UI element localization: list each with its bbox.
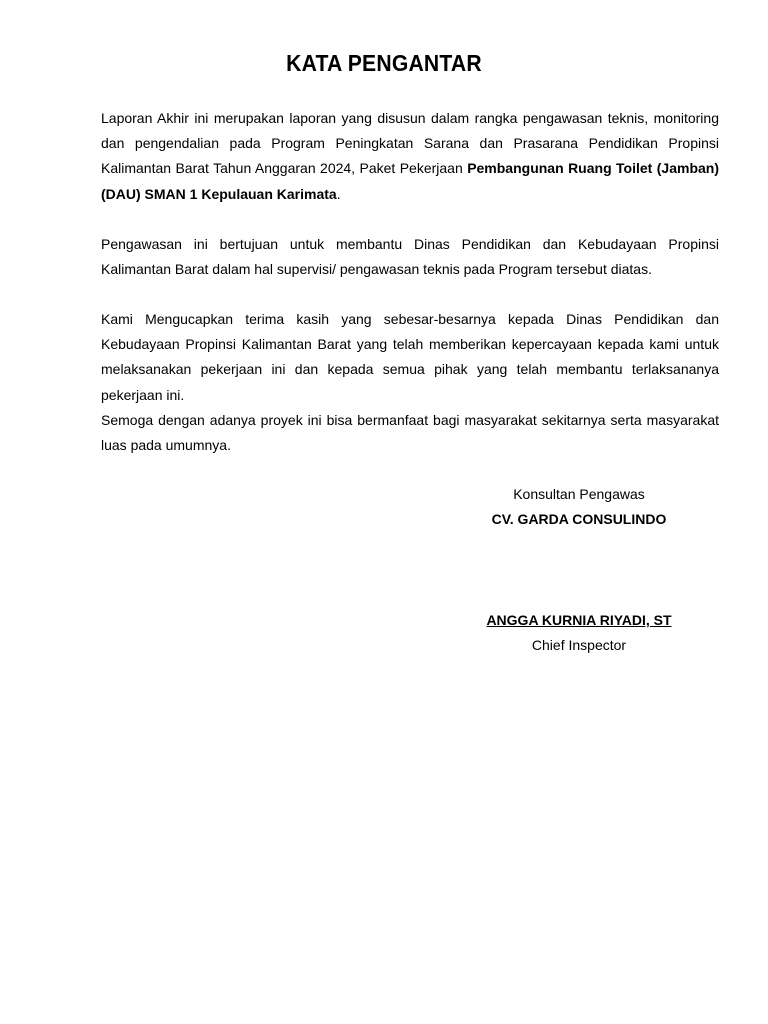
paragraph-intro-text: Laporan Akhir ini merupakan laporan yang disusun dalam rangka pengawasan teknis, monitoring dan pengendalian pada Program Peningkatan Sarana dan Prasarana Pendidikan Propinsi Kalimantan Barat Tahun Anggaran 2024, Paket Pekerjaan xyxy=(101,110,719,177)
signature-company: CV. GARDA CONSULINDO xyxy=(491,511,667,527)
signature-role: Konsultan Pengawas xyxy=(513,486,645,502)
paragraph-closing: Semoga dengan adanya proyek ini bisa bermanfaat bagi masyarakat sekitarnya serta masyarakat luas pada umumnya. xyxy=(101,412,719,454)
page-title: KATA PENGANTAR xyxy=(286,50,482,76)
signature-name: ANGGA KURNIA RIYADI, ST xyxy=(486,612,672,628)
paragraph-thanks: Kami Mengucapkan terima kasih yang sebesar-besarnya kepada Dinas Pendidikan dan Kebudayaan Propinsi Kalimantan Barat yang telah memberikan kepercayaan kepada kami untuk melaksanakan pekerjaan ini dan kepada semua pihak yang telah membantu terlaksananya pekerjaan ini. xyxy=(101,311,719,403)
signature-position: Chief Inspector xyxy=(531,637,627,653)
paragraph-intro-end: . xyxy=(336,185,341,202)
paragraph-intro xyxy=(101,106,719,207)
project-name: Pembangunan Ruang Toilet (Jamban) (DAU) SMAN 1 Kepulauan Karimata xyxy=(101,160,719,202)
paragraph-purpose: Pengawasan ini bertujuan untuk membantu Dinas Pendidikan dan Kebudayaan Propinsi Kalimantan Barat dalam hal supervisi/ pengawasan teknis pada Program tersebut diatas. xyxy=(101,236,719,278)
